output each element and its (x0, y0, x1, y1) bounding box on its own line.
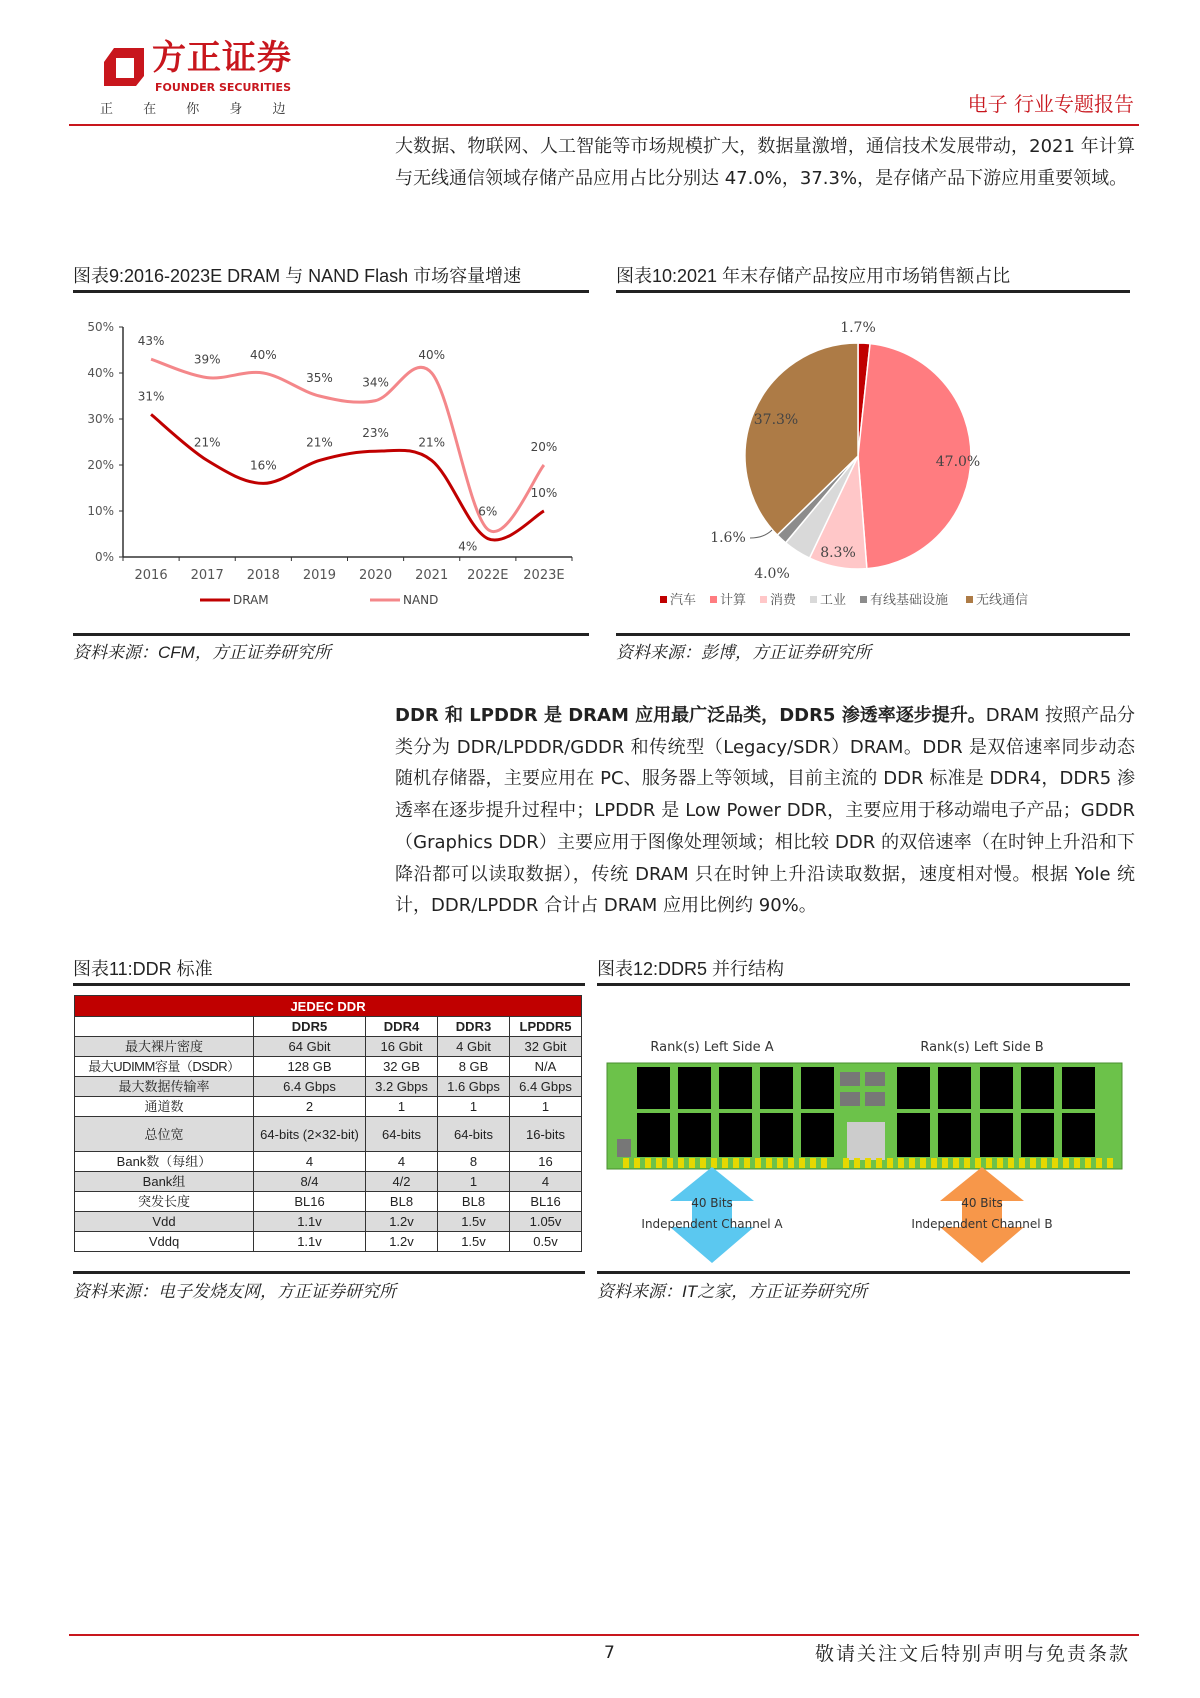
figure11-source: 资料来源：电子发烧友网，方正证券研究所 (73, 1282, 396, 1301)
application-pie-chart (600, 300, 1160, 630)
dram-chip (1062, 1067, 1095, 1109)
row-label: 通道数 (75, 1097, 254, 1117)
table-cell: 1.2v (366, 1232, 438, 1252)
channel-b-label: Independent Channel B (911, 1217, 1053, 1231)
rank-a-label: Rank(s) Left Side A (650, 1040, 774, 1055)
table-cell: 64-bits (2×32-bit) (254, 1117, 366, 1152)
gold-pin (1085, 1158, 1091, 1168)
table-cell: 1.05v (510, 1212, 582, 1232)
pie-data-label: 1.6% (710, 530, 746, 546)
y-tick-label: 40% (87, 366, 114, 380)
gold-pin (744, 1158, 750, 1168)
data-label: 21% (418, 435, 446, 450)
pie-data-label: 47.0% (935, 454, 981, 470)
x-tick-label: 2023E (523, 568, 565, 583)
footer-divider (69, 1634, 1139, 1636)
row-label: 最大UDIMM容量（DSDR） (75, 1057, 254, 1077)
slogan: 正 在 你 身 边 (100, 102, 286, 117)
table-cell: 3.2 Gbps (366, 1077, 438, 1097)
page-number: 7 (604, 1643, 615, 1663)
table-cell: 1 (510, 1097, 582, 1117)
table-row (75, 1077, 582, 1097)
figure11-bottom-rule (73, 1271, 585, 1274)
data-label: 23% (362, 426, 389, 441)
gold-pin (623, 1158, 629, 1168)
dram-chip (801, 1067, 834, 1109)
y-tick-label: 0% (94, 550, 114, 564)
x-tick-label: 2016 (134, 568, 168, 583)
small-chip (865, 1072, 885, 1086)
y-tick-label: 30% (87, 412, 114, 426)
legend-swatch (860, 596, 867, 603)
leader-line (750, 530, 772, 538)
data-label: 31% (137, 389, 165, 404)
table-row (75, 1017, 582, 1037)
table-cell: BL8 (438, 1192, 510, 1212)
table-cell: 6.4 Gbps (254, 1077, 366, 1097)
figure10-title-rule (616, 290, 1130, 293)
pie-data-label: 1.7% (840, 320, 876, 336)
table-cell: 1 (366, 1097, 438, 1117)
legend-swatch (810, 596, 817, 603)
table-cell: BL16 (254, 1192, 366, 1212)
small-chip (840, 1072, 860, 1086)
legend-label: 无线通信 (976, 593, 1029, 608)
legend-label: 汽车 (670, 593, 697, 608)
gold-pin (722, 1158, 728, 1168)
gold-pin (843, 1158, 849, 1168)
controller-chip (847, 1122, 885, 1160)
dram-chip (897, 1067, 930, 1109)
figure12-title: 图表12:DDR5 并行结构 (597, 959, 785, 979)
row-label: Bank组 (75, 1172, 254, 1192)
table-row (75, 1117, 582, 1152)
legend-label: 工业 (820, 593, 847, 608)
dram-chip (1021, 1113, 1054, 1157)
data-label: 40% (418, 348, 446, 362)
gold-pin (1063, 1158, 1069, 1168)
data-label: 10% (530, 486, 558, 500)
gold-pin (645, 1158, 651, 1168)
dram-chip (1021, 1067, 1054, 1109)
gold-pin (1052, 1158, 1058, 1168)
x-tick-label: 2018 (246, 568, 280, 583)
row-label: Vdd (75, 1212, 254, 1232)
legend-label: NAND (403, 593, 439, 607)
table-row (75, 1212, 582, 1232)
table-cell: 16-bits (510, 1117, 582, 1152)
data-label: 21% (306, 435, 333, 450)
dram-chip (1062, 1113, 1095, 1157)
row-label: 总位宽 (75, 1117, 254, 1152)
small-chip (865, 1092, 885, 1106)
paragraph-2-lead: DDR 和 LPDDR 是 DRAM 应用最广泛品类，DDR5 渗透率逐步提升。 (395, 705, 986, 726)
gold-pin (1030, 1158, 1036, 1168)
dram-chip (678, 1067, 711, 1109)
gold-pin (876, 1158, 882, 1168)
gold-pin (1041, 1158, 1047, 1168)
gold-pin (799, 1158, 805, 1168)
gold-pin (1008, 1158, 1014, 1168)
logo-text-cn: 方正证券 (152, 38, 292, 78)
column-header: DDR4 (366, 1017, 438, 1037)
column-header: DDR5 (254, 1017, 366, 1037)
data-label: 16% (249, 458, 277, 473)
table-cell: 6.4 Gbps (510, 1077, 582, 1097)
footer-disclaimer: 敬请关注文后特别声明与免责条款 (814, 1643, 1130, 1665)
gold-pin (667, 1158, 673, 1168)
table-cell: 1.5v (438, 1212, 510, 1232)
x-tick-label: 2022E (467, 568, 509, 583)
dram-chip (801, 1113, 834, 1157)
table-cell: BL16 (510, 1192, 582, 1212)
row-label: Bank数（每组） (75, 1152, 254, 1172)
data-label: 39% (193, 352, 221, 367)
y-tick-label: 10% (87, 504, 114, 518)
table-cell: 16 Gbit (366, 1037, 438, 1057)
table-cell: 1 (438, 1172, 510, 1192)
figure9-source: 资料来源：CFM，方正证券研究所 (73, 643, 331, 662)
dram-chip (719, 1113, 752, 1157)
figure11-title-rule (73, 983, 585, 986)
gold-pin (1019, 1158, 1025, 1168)
dram-chip (637, 1113, 670, 1157)
gold-pin (964, 1158, 970, 1168)
legend-label: 有线基础设施 (870, 593, 949, 608)
legend-swatch (966, 596, 973, 603)
legend-swatch (760, 596, 767, 603)
gold-pin (865, 1158, 871, 1168)
series-line-dram (151, 414, 544, 540)
table-row (75, 1232, 582, 1252)
gold-pin (975, 1158, 981, 1168)
gold-pin (1074, 1158, 1080, 1168)
table-cell: 4 Gbit (438, 1037, 510, 1057)
table-cell: 8 (438, 1152, 510, 1172)
table-cell: BL8 (366, 1192, 438, 1212)
gold-pin (942, 1158, 948, 1168)
pie-data-label: 4.0% (754, 566, 790, 582)
x-tick-label: 2020 (359, 568, 393, 583)
pie-data-label: 37.3% (753, 412, 799, 428)
table-cell: 8 GB (438, 1057, 510, 1077)
ddr5-parallel-diagram (597, 995, 1130, 1265)
gold-pin (755, 1158, 761, 1168)
gold-pin (854, 1158, 860, 1168)
y-tick-label: 20% (87, 458, 114, 472)
gold-pin (788, 1158, 794, 1168)
table-row (75, 996, 582, 1017)
gold-pin (931, 1158, 937, 1168)
figure11-title: 图表11:DDR 标准 (73, 959, 213, 979)
gold-pin (1096, 1158, 1102, 1168)
gold-pin (700, 1158, 706, 1168)
table-cell: 1.1v (254, 1212, 366, 1232)
figure10-source: 资料来源：彭博，方正证券研究所 (616, 643, 871, 662)
table-banner: JEDEC DDR (75, 996, 582, 1017)
table-cell: 0.5v (510, 1232, 582, 1252)
column-header: LPDDR5 (510, 1017, 582, 1037)
table-cell: 8/4 (254, 1172, 366, 1192)
data-label: 43% (137, 334, 165, 349)
table-cell: 64 Gbit (254, 1037, 366, 1057)
dram-chip (637, 1067, 670, 1109)
data-label: 34% (362, 375, 389, 390)
dram-chip (760, 1113, 793, 1157)
logo-text-en: FOUNDER SECURITIES (155, 81, 291, 94)
data-label: 40% (249, 348, 277, 362)
table-cell: 1.2v (366, 1212, 438, 1232)
figure10-title: 图表10:2021 年末存储产品按应用市场销售额占比 (616, 266, 1011, 286)
legend-label: DRAM (233, 593, 269, 607)
column-header (75, 1017, 254, 1037)
gold-pin (1107, 1158, 1113, 1168)
channel-b-bits: 40 Bits (961, 1196, 1003, 1210)
data-label: 4% (458, 539, 478, 554)
row-label: 最大裸片密度 (75, 1037, 254, 1057)
y-tick-label: 50% (87, 320, 114, 334)
table-row (75, 1192, 582, 1212)
table-cell: 2 (254, 1097, 366, 1117)
table-cell: 32 GB (366, 1057, 438, 1077)
table-cell: N/A (510, 1057, 582, 1077)
gold-pin (953, 1158, 959, 1168)
dram-chip (980, 1113, 1013, 1157)
dram-chip (938, 1113, 971, 1157)
report-type: 电子 行业专题报告 (967, 92, 1134, 116)
table-cell: 4 (366, 1152, 438, 1172)
paragraph-2 (395, 700, 1135, 922)
table-row (75, 1172, 582, 1192)
table-row (75, 1057, 582, 1077)
table-cell: 128 GB (254, 1057, 366, 1077)
figure12-title-rule (597, 983, 1130, 986)
gold-pin (810, 1158, 816, 1168)
x-tick-label: 2017 (190, 568, 224, 583)
paragraph-2-body: DRAM 按照产品分类分为 DDR/LPDDR/GDDR 和传统型（Legacy/SDR）DRAM。DDR 是双倍速率同步动态随机存储器，主要应用在 PC、服务器上等领域，目前主流的 DDR 标准是 DDR4，DDR5 渗透率在逐步提升过程中；LPDDR 是 Low Power DDR，主要应用于移动端电子产品；GDDR（Graphics DDR）主要应用于图像处理领域；相比较 DDR 的双倍速率（在时钟上升沿和下降沿都可以读取数据），传统 DRAM 只在时钟上升沿读取数据，速度相对慢。根据 Yole 统计，DDR/LPDDR 合计占 DRAM 应用比例约 90%。 (395, 705, 1135, 917)
rank-b-label: Rank(s) Left Side B (920, 1040, 1044, 1055)
figure9-title: 图表9:2016-2023E DRAM 与 NAND Flash 市场容量增速 (73, 266, 522, 286)
gold-pin (887, 1158, 893, 1168)
pie-data-label: 8.3% (820, 545, 856, 561)
data-label: 35% (306, 371, 333, 385)
x-tick-label: 2021 (415, 568, 449, 583)
channel-a-label: Independent Channel A (641, 1217, 783, 1231)
dram-chip (719, 1067, 752, 1109)
gold-pin (986, 1158, 992, 1168)
table-cell: 4 (254, 1152, 366, 1172)
channel-a-arrow (670, 1167, 754, 1263)
spd-chip (617, 1139, 631, 1157)
gold-pin (777, 1158, 783, 1168)
legend-label: 计算 (720, 593, 747, 608)
legend-swatch (660, 596, 667, 603)
gold-pin (678, 1158, 684, 1168)
figure10-bottom-rule (616, 633, 1130, 636)
channel-a-bits: 40 Bits (691, 1196, 733, 1210)
dram-chip (760, 1067, 793, 1109)
channel-b-arrow (940, 1167, 1024, 1263)
gold-pin (898, 1158, 904, 1168)
dram-chip (897, 1113, 930, 1157)
row-label: Vddq (75, 1232, 254, 1252)
gold-pin (733, 1158, 739, 1168)
small-chip (840, 1092, 860, 1106)
ddr-standard-table (74, 995, 582, 1252)
table-cell: 64-bits (438, 1117, 510, 1152)
data-label: 21% (193, 435, 221, 450)
gold-pin (689, 1158, 695, 1168)
table-cell: 1.1v (254, 1232, 366, 1252)
data-label: 6% (478, 504, 498, 519)
gold-pin (766, 1158, 772, 1168)
gold-pin (711, 1158, 717, 1168)
legend-label: 消费 (770, 593, 797, 608)
table-row (75, 1037, 582, 1057)
dram-chip (678, 1113, 711, 1157)
data-label: 20% (530, 440, 558, 454)
table-row (75, 1097, 582, 1117)
dram-chip (938, 1067, 971, 1109)
row-label: 最大数据传输率 (75, 1077, 254, 1097)
table-cell: 1.5v (438, 1232, 510, 1252)
growth-line-chart (0, 0, 600, 630)
table-cell: 1.6 Gbps (438, 1077, 510, 1097)
table-row (75, 1152, 582, 1172)
gold-pin (909, 1158, 915, 1168)
paragraph-1: 大数据、物联网、人工智能等市场规模扩大，数据量激增，通信技术发展带动，2021 年计算与无线通信领域存储产品应用占比分别达 47.0%，37.3%，是存储产品下游应用重要领域。 (395, 136, 1135, 189)
x-tick-label: 2019 (302, 568, 336, 583)
table-cell: 4 (510, 1172, 582, 1192)
dram-chip (980, 1067, 1013, 1109)
figure12-source: 资料来源：IT之家，方正证券研究所 (597, 1282, 868, 1301)
gold-pin (634, 1158, 640, 1168)
figure9-bottom-rule (73, 633, 589, 636)
gold-pin (821, 1158, 827, 1168)
legend-swatch (710, 596, 717, 603)
row-label: 突发长度 (75, 1192, 254, 1212)
gold-pin (656, 1158, 662, 1168)
table-cell: 1 (438, 1097, 510, 1117)
table-cell: 32 Gbit (510, 1037, 582, 1057)
figure12-bottom-rule (597, 1271, 1130, 1274)
gold-pin (997, 1158, 1003, 1168)
table-cell: 16 (510, 1152, 582, 1172)
gold-pin (920, 1158, 926, 1168)
table-cell: 64-bits (366, 1117, 438, 1152)
column-header: DDR3 (438, 1017, 510, 1037)
table-cell: 4/2 (366, 1172, 438, 1192)
